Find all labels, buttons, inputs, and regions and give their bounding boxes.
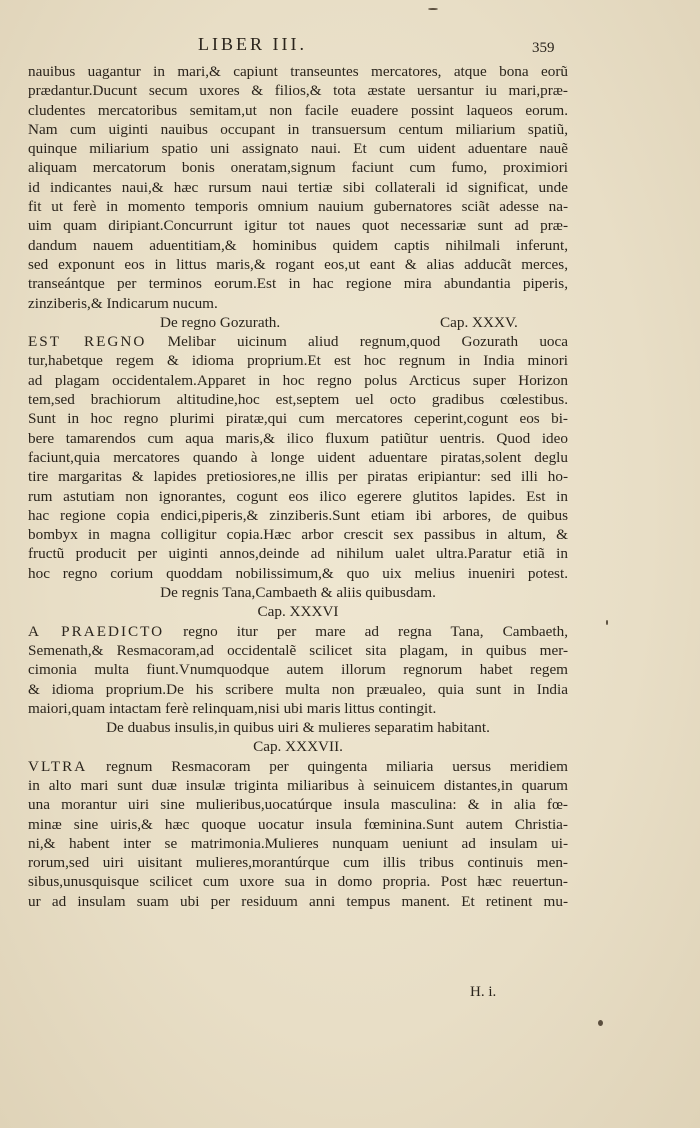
running-title: LIBER III.	[198, 34, 307, 54]
text-line: sed exponunt eos in littus maris,& rogant eos,ut eant & alias adducãt merces,	[28, 255, 568, 273]
text-line: tire margaritas & lapides pretiosiores,ne illis per piratas eripiantur: sed illi ho-	[28, 468, 568, 486]
text-line: tem,sed brachiorum altitudine,hoc est,septem uel octo gradibus cœlestibus.	[28, 391, 568, 409]
text-line: dandum nauem aduentitiam,& hominibus quidem captis nihilmali inferunt,	[28, 236, 568, 254]
text-line: Nam cum uiginti nauibus occupant in transuersum centum miliarium spatiũ,	[28, 120, 568, 138]
text-line	[28, 332, 568, 351]
text-line: cimonia multa fiunt.Vnumquodque autem illorum regnorum habet regem	[28, 661, 568, 679]
running-head	[0, 34, 700, 58]
chapter-title: De regno Gozurath.	[160, 313, 281, 331]
text-line: Sunt in hoc regno plurimi piratæ,qui cum mercatores ceperint,cogunt eos bi-	[28, 410, 568, 428]
text-line: ad plagam occidentalem.Apparet in hoc regno polus Arcticus super Horizon	[28, 371, 568, 389]
text-line: quinque miliarium spatio uni assignato naui. Et cum uident aduentare nauẽ	[28, 140, 568, 158]
text-line: ur ad insulam suam ubi per residuum anni tempus manent. Et retinent mu-	[28, 892, 568, 910]
text-line: cludentes mercatoribus semitam,ut non facile euadere possint laqueos eorum.	[28, 101, 568, 119]
text-line: sibus,unusquisque scilicet cum uxore sua in domo propria. Post hæc reuertun-	[28, 873, 568, 891]
ink-spot	[606, 620, 608, 625]
text-line: id indicantes naui,& hæc rursum naui tertiæ sibi collaterali id significat, unde	[28, 178, 568, 196]
text-line: rorum,sed uiri uisitant mulieres,morantúrque cum illis tribus continuis men-	[28, 854, 568, 872]
catchword-signature: H. i.	[470, 984, 497, 1000]
text-line: & idioma proprium.De his scribere multa non præualeo, quia sunt in India	[28, 680, 568, 698]
chapter-title: De duabus insulis,in quibus uiri & mulieres separatim habitant.	[106, 719, 490, 737]
chapter-lead-words: EST REGNO	[28, 333, 147, 351]
chapter-heading	[28, 313, 568, 332]
chapter-title: De regnis Tana,Cambaeth & aliis quibusdam.	[160, 584, 436, 602]
text-line: ni,& habent inter se matrimonia.Mulieres nunquam ueniunt ad insulam ui-	[28, 834, 568, 852]
text-line: faciunt,quia mercatores quando à longe uident aduentare piratas,solent deglu	[28, 448, 568, 466]
body-text	[28, 62, 568, 911]
text-line: in alto mari sunt duæ insulæ triginta miliaribus à seinuicem distantes,in quarum	[28, 776, 568, 794]
text-line: maiori,quam intactam ferè relinquam,nisi ubi maris littus contingit.	[28, 699, 437, 717]
chapter-lead-words: A PRAEDICTO	[28, 622, 165, 640]
text-line: bere tamarendos cum aqua maris,& ilico fluxum patiũtur uentris. Quod ideo	[28, 429, 568, 447]
text-line: tur,habetque regem & idioma proprium.Et est hoc regnum in India minori	[28, 352, 568, 370]
chapter-first-line: regnum Resmacoram per quingenta miliaria uersus meridiem	[106, 757, 568, 775]
text-line: transeántque per terminos eorum.Est in hac regione mira abundantia piperis,	[28, 275, 568, 293]
ink-spot	[598, 1020, 603, 1026]
text-line: prædantur.Ducunt secum uxores & filios,& tota æstate uersantur iu mari,præ-	[28, 82, 568, 100]
chapter-first-line: regno itur per mare ad regna Tana, Cambaeth,	[183, 622, 568, 640]
text-line: hac regione copia endici,piperis,& zinziberis.Sunt etiam ibi arbores, de quibus	[28, 506, 568, 524]
chapter-number: Cap. XXXVII.	[253, 738, 343, 756]
text-line: aliquam mercatorum bonis oneratam,signum faciunt cum fumo, proximiori	[28, 159, 568, 177]
text-line: fructũ producit per uiginti annos,deinde ad nihilum ualet ultra.Paratur etiã in	[28, 545, 568, 563]
chapter-number: Cap. XXXV.	[440, 313, 518, 331]
text-line: minæ sine uiris,& hæc quoque uocatur insula fœminina.Sunt autem Christia-	[28, 815, 568, 833]
page-number: 359	[532, 40, 555, 56]
text-line: bombyx in magna colligitur copia.Hæc arbor crescit sex passibus in altum, &	[28, 526, 568, 544]
text-line: Semenath,& Resmacoram,ad occidentalẽ scilicet sita plagam, in quibus mer-	[28, 641, 568, 659]
chapter-number: Cap. XXXVI	[257, 603, 339, 621]
text-line: hoc regno corium quoddam nobilissimum,& quo uix melius inueniri potest.	[28, 564, 568, 582]
text-line: una morantur uiri sine mulieribus,uocatúrque insula masculina: & in alia fœ-	[28, 796, 568, 814]
text-line: rum astutiam non ignorantes, cogunt eos ilico egerere glutitos lapides. Est in	[28, 487, 568, 505]
text-line	[28, 757, 568, 776]
chapter-first-line: Melibar uicinum aliud regnum,quod Gozurath uoca	[167, 333, 568, 351]
text-line: zinziberis,& Indicarum nucum.	[28, 294, 218, 312]
text-line	[28, 622, 568, 641]
text-line: fit ut ferè in momento temporis omnium nauium gubernatores sciãt adesse na-	[28, 198, 568, 216]
text-line: nauibus uagantur in mari,& capiunt transeuntes mercatores, atque bona eorũ	[28, 63, 568, 80]
text-line: uim quam diripiant.Concurrunt igitur tot naues quot necessariæ sunt ad præ-	[28, 217, 568, 235]
ink-spot	[428, 8, 438, 10]
chapter-lead-words: VLTRA	[28, 757, 88, 775]
